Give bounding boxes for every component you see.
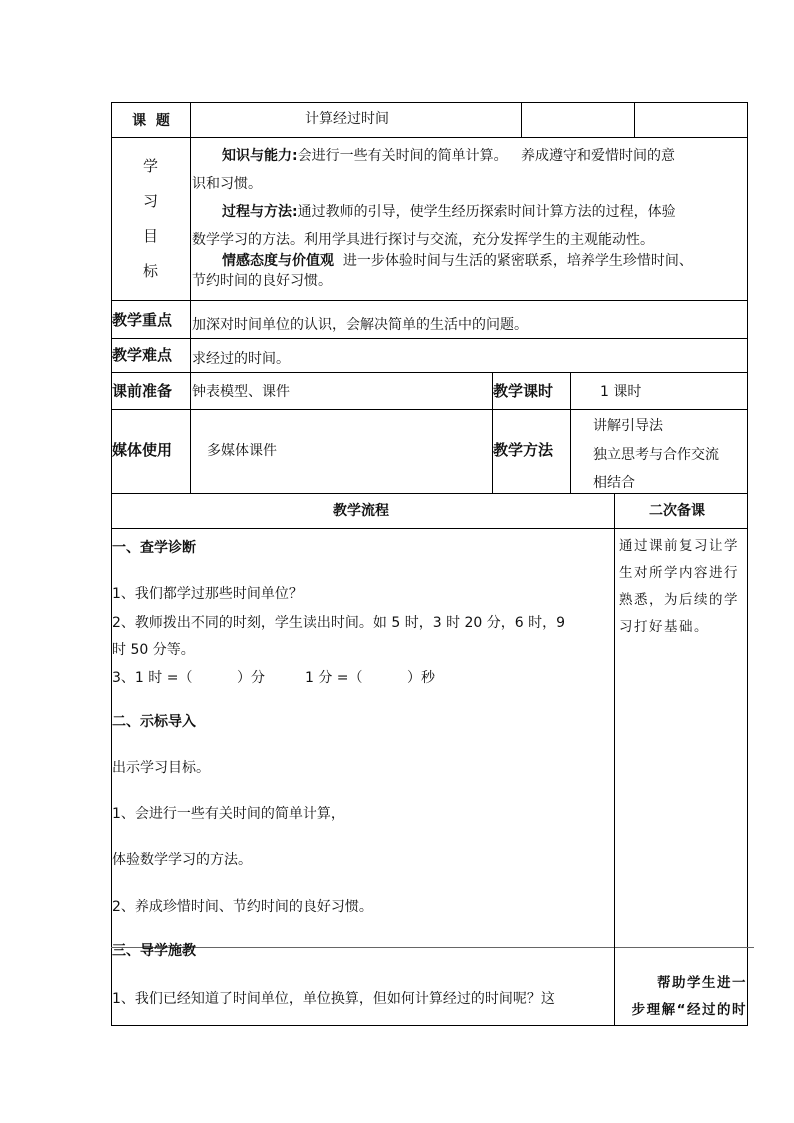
- objective-process-line1: 过程与方法:通过教师的引导，使学生经历探索时间计算方法的过程，体验: [222, 204, 676, 220]
- diagnosis-item: 1、我们都学过那些时间单位？: [112, 586, 303, 602]
- goals-item: 2、养成珍惜时间、节约时间的良好习惯。: [112, 899, 373, 915]
- process-header: 教学流程: [333, 503, 389, 519]
- objective-knowledge-head: 知识与能力:: [222, 148, 298, 164]
- method-item: 讲解引导法: [593, 418, 663, 434]
- difficulty-label: 教学难点: [112, 346, 173, 364]
- section-title-diagnosis: 一、查学诊断: [112, 540, 196, 556]
- key-point-value: 加深对时间单位的认识，会解决简单的生活中的问题。: [192, 317, 528, 333]
- method-label: 教学方法: [493, 441, 554, 459]
- objectives-label-char-2: 习: [143, 192, 159, 210]
- objective-attitude-line1: 情感态度与价值观 进一步体验时间与生活的紧密联系，培养学生珍惜时间、: [222, 253, 693, 269]
- lesson-title-label: 课 题: [132, 113, 170, 129]
- diagnosis-item-cont: 时 50 分等。: [112, 642, 195, 658]
- hours-value: 1 课时: [600, 384, 642, 400]
- objective-knowledge-line2: 识和习惯。: [192, 176, 262, 192]
- section-title-goals: 二、示标导入: [112, 714, 196, 730]
- second-prep-header: 二次备课: [649, 503, 705, 519]
- goals-item: 1、会进行一些有关时间的简单计算，: [112, 806, 345, 822]
- key-point-label: 教学重点: [112, 311, 173, 329]
- note-line: 熟悉，为后续的学: [619, 592, 739, 608]
- objective-process-line2: 数学学习的方法。利用学具进行探讨与交流，充分发挥学生的主观能动性。: [192, 232, 654, 248]
- objectives-label: [112, 145, 190, 295]
- second-prep-note-1: [619, 533, 739, 641]
- objectives-label-char-1: 学: [143, 157, 159, 175]
- objective-process-head: 过程与方法:: [222, 204, 298, 220]
- objective-knowledge-line1: 知识与能力:会进行一些有关时间的简单计算。 养成遵守和爱惜时间的意: [222, 148, 675, 164]
- note-line: 习打好基础。: [619, 619, 709, 635]
- note-line: 步理解“经过的时: [631, 1002, 747, 1018]
- second-prep-note-2: [619, 970, 747, 1024]
- objectives-label-char-3: 目: [143, 227, 159, 245]
- lesson-title: 计算经过时间: [305, 111, 389, 127]
- diagnosis-item: 3、1 时 =（ ）分 1 分 =（ ）秒: [112, 670, 436, 686]
- goals-item-cont: 体验数学学习的方法。: [112, 852, 252, 868]
- teaching-item: 1、我们已经知道了时间单位，单位换算，但如何计算经过的时间呢？这: [112, 991, 555, 1007]
- difficulty-value: 求经过的时间。: [192, 351, 290, 367]
- objectives-label-char-4: 标: [143, 262, 159, 280]
- note-line: 帮助学生进一: [657, 975, 747, 991]
- prep-value: 钟表模型、课件: [192, 384, 290, 400]
- goals-intro: 出示学习目标。: [112, 760, 210, 776]
- media-label: 媒体使用: [112, 441, 173, 459]
- note-line: 生对所学内容进行: [619, 565, 739, 581]
- note-line: 通过课前复习让学: [619, 538, 739, 554]
- section-title-teaching: 三、导学施教: [112, 943, 196, 959]
- method-item: 独立思考与合作交流: [593, 447, 719, 463]
- objective-attitude-line2: 节约时间的良好习惯。: [192, 273, 332, 289]
- objective-attitude-head: 情感态度与价值观: [222, 253, 334, 269]
- method-item: 相结合: [593, 475, 635, 491]
- hours-label: 教学课时: [493, 382, 554, 400]
- diagnosis-item: 2、教师拨出不同的时刻，学生读出时间。如 5 时，3 时 20 分，6 时，9: [112, 615, 566, 631]
- prep-label: 课前准备: [112, 382, 173, 400]
- media-value: 多媒体课件: [207, 443, 277, 459]
